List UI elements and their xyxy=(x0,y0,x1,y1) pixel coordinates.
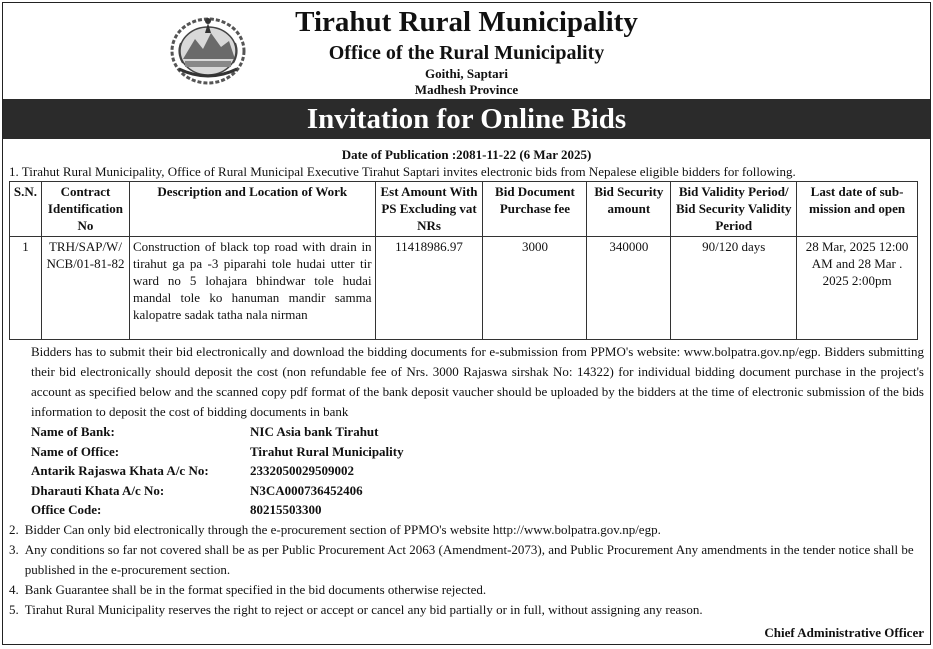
cell-description: Construction of black top road with drain in tirahut ga pa -3 piparahi tole hudai utter tir ward no 5 lohajara bhindwar tole hudai mandal tole ko hanuman mandir samma kalopatre sadak tatha nala nirman xyxy=(129,237,375,340)
point-text: Bank Guarantee shall be in the format specified in the bid documents otherwise rejected. xyxy=(24,581,487,597)
point-text: Bidder Can only bid electronically through the e-procurement section of PPMO's website http://www.bolpatra.gov.np/egp. xyxy=(24,521,661,537)
header-doc-fee: Bid Document Purchase fee xyxy=(483,182,587,237)
bank-value: 80215503300 xyxy=(250,502,322,517)
table-header-row xyxy=(10,182,918,237)
header-description: Description and Location of Work xyxy=(129,182,375,237)
cell-security: 340000 xyxy=(587,237,671,340)
intro-number: 1. xyxy=(9,164,19,179)
header-contract-id: Contract Identification No xyxy=(41,182,129,237)
cell-contract-id: TRH/SAP/W/ NCB/01-81-82 xyxy=(41,237,129,340)
bank-value: 2332050029509002 xyxy=(250,463,354,478)
header-est-amount: Est Amount With PS Excluding vat NRs xyxy=(375,182,483,237)
signature-title: Chief Administrative Officer xyxy=(764,625,924,640)
header-sn: S.N. xyxy=(10,182,42,237)
list-item xyxy=(9,540,924,580)
bank-row xyxy=(31,481,930,501)
cell-last-date: 28 Mar, 2025 12:00 AM and 28 Mar . 2025 2:00pm xyxy=(797,237,918,340)
publication-date: Date of Publication :2081-11-22 (6 Mar 2025) xyxy=(341,147,592,162)
point-text: Any conditions so far not covered shall be as per Public Procurement Act 2063 (Amendment-2073), and Public Procurement Any amendments in the tender notice shall be published in the e-procurement section. xyxy=(24,541,914,577)
point-text: Tirahut Rural Municipality reserves the right to reject or accept or cancel any bid partially or in full, without assigning any reason. xyxy=(24,601,703,617)
point-number: 5. xyxy=(9,601,19,617)
point-number: 3. xyxy=(9,541,19,557)
bank-row xyxy=(31,461,930,481)
cell-sn: 1 xyxy=(10,237,42,340)
bank-row xyxy=(31,500,930,520)
bank-label: Office Code: xyxy=(31,502,102,517)
cell-validity: 90/120 days xyxy=(671,237,797,340)
bank-details xyxy=(31,422,930,520)
point-number: 4. xyxy=(9,581,19,597)
office-province: Madhesh Province xyxy=(414,82,519,97)
list-item xyxy=(9,600,924,620)
bank-label: Name of Bank: xyxy=(31,424,115,439)
bank-row xyxy=(31,422,930,442)
list-item xyxy=(9,580,924,600)
cell-est-amount: 11418986.97 xyxy=(375,237,483,340)
cell-doc-fee: 3000 xyxy=(483,237,587,340)
point-number: 2. xyxy=(9,521,19,537)
office-name: Office of the Rural Municipality xyxy=(328,42,605,64)
office-address: Goithi, Saptari xyxy=(424,66,509,81)
table-row xyxy=(10,237,918,340)
header xyxy=(3,3,930,99)
bids-table xyxy=(9,181,918,340)
bank-label: Dharauti Khata A/c No: xyxy=(31,482,165,498)
bank-value: N3CA000736452406 xyxy=(250,482,363,498)
bank-value: NIC Asia bank Tirahut xyxy=(250,424,379,439)
intro-point xyxy=(3,164,930,179)
header-security: Bid Security amount xyxy=(587,182,671,237)
header-validity: Bid Validity Period/ Bid Security Validity Period xyxy=(671,182,797,237)
bank-row xyxy=(31,442,930,462)
submission-instructions: Bidders has to submit their bid electronically and download the bidding documents for e-submission from PPMO's website: www.bolpatra.gov.np/egp. Bidders submitting their bid electronically should deposit the cost (non refundable fee of Nrs. 3000 Rajaswa sirshak No: 14322) for individual bidding document purchase in the project's account as specified below and the scanned copy pdf format of the bank deposit vaucher should be uploaded by the bidders at the time of electronic submission of the bids information to deposit the cost of bidding documents in bank xyxy=(31,344,924,419)
bank-label: Antarik Rajaswa Khata A/c No: xyxy=(31,463,209,478)
header-last-date: Last date of sub-mission and open xyxy=(797,182,918,237)
bank-value: Tirahut Rural Municipality xyxy=(250,443,404,459)
org-name: Tirahut Rural Municipality xyxy=(295,6,638,38)
notice-title-banner: Invitation for Online Bids xyxy=(3,99,930,139)
intro-text: Tirahut Rural Municipality, Office of Rural Municipal Executive Tirahut Saptari invites electronic bids from Nepalese eligible bidders for following. xyxy=(21,164,796,179)
list-item xyxy=(9,520,924,540)
notice-page xyxy=(2,2,931,645)
bank-label: Name of Office: xyxy=(31,443,120,459)
